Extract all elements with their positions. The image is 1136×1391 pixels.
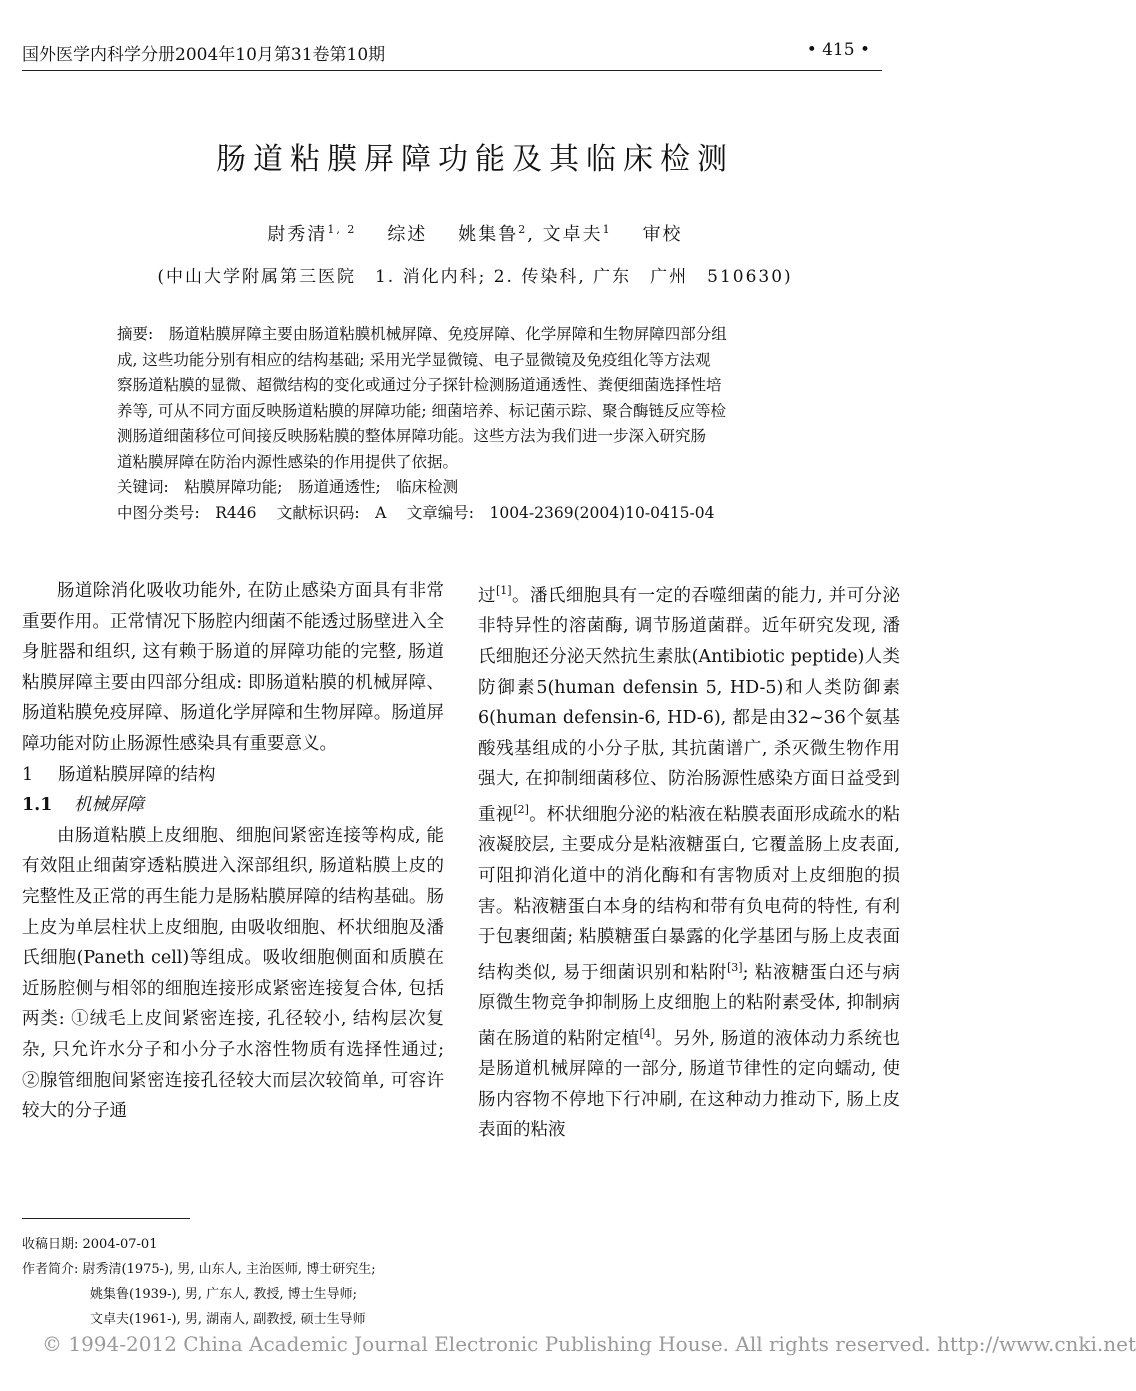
section-number: 1 (22, 764, 34, 785)
right-column (478, 576, 900, 1146)
author-role: 审校 (642, 224, 683, 245)
citation-ref: [3] (727, 960, 743, 974)
citation-ref: [2] (513, 802, 529, 816)
received-date: 收稿日期: 2004-07-01 (22, 1237, 158, 1252)
author-name: 姚集鲁 (458, 224, 519, 245)
classification-numbers: 中图分类号: R446 文献标识码: A 文章编号: 1004-2369(2004)10-0415-04 (117, 503, 715, 522)
text-run: 过 (478, 585, 496, 606)
header-rule (22, 70, 882, 71)
footnotes (22, 1232, 462, 1332)
left-column (22, 576, 444, 1127)
text-run: 。另外, 肠道的液体动力系统也是肠道机械屏障的一部分, 肠道节律性的定向蠕动, 使肠内容物不停地下行冲刷, 在这种动力推动下, 肠上皮表面的粘液 (478, 1028, 901, 1141)
author-affil-sup: 1, 2 (327, 223, 357, 236)
abstract-block (117, 322, 807, 526)
abstract-line: 道粘膜屏障在防治内源性感染的作用提供了依据。 (117, 452, 459, 471)
abstract-line: 成, 这些功能分别有相应的结构基础; 采用光学显微镜、电子显微镜及免疫组化等方法观 (117, 350, 711, 369)
author-affil-sup: 2 (518, 223, 528, 236)
abstract-line: 养等, 可从不同方面反映肠道粘膜的屏障功能; 细菌培养、标记菌示踪、聚合酶链反应等检 (117, 401, 727, 420)
text-run: 。杯状细胞分泌的粘液在粘膜表面形成疏水的粘液凝胶层, 主要成分是粘液糖蛋白, 它覆盖肠上皮表面, 可阻抑消化道中的消化酶和有害物质对上皮细胞的损害。粘液糖蛋白本身的结构和带有负电荷的特性, 有利于包裹细菌; 粘膜糖蛋白暴露的化学基团与肠上皮表面结构类似, 易于细菌识别和粘附 (478, 804, 901, 983)
affiliation: (中山大学附属第三医院 1. 消化内科; 2. 传染科, 广东 广州 510630) (157, 267, 793, 287)
abstract-line: 测肠道细菌移位可间接反映肠粘膜的整体屏障功能。这些方法为我们进一步深入研究肠 (117, 427, 707, 445)
article-title: 肠道粘膜屏障功能及其临床检测 (216, 142, 734, 177)
author-line (0, 220, 950, 246)
abstract-line: 察肠道粘膜的显微、超微结构的变化或通过分子探针检测肠道通透性、粪便细菌选择性培 (117, 376, 722, 394)
author-bio: 姚集鲁(1939-), 男, 广东人, 教授, 博士生导师; (90, 1287, 358, 1302)
author-bio: 作者简介: 尉秀清(1975-), 男, 山东人, 主治医师, 博士研究生; (22, 1262, 376, 1277)
author-affil-sup: 1 (602, 223, 612, 236)
section-title: 肠道粘膜屏障的结构 (58, 764, 216, 785)
subsection-heading (22, 790, 444, 821)
page-number: • 415 • (806, 40, 870, 60)
body-paragraph (478, 576, 900, 1146)
section-heading (22, 760, 444, 791)
journal-header: 国外医学内科学分册2004年10月第31卷第10期 (22, 45, 386, 65)
author-separator: , (527, 224, 535, 245)
copyright-watermark: © 1994-2012 China Academic Journal Electronic Publishing House. All rights reserved. http://www.cnki.net (42, 1332, 1136, 1356)
footnote-rule (22, 1218, 190, 1219)
citation-ref: [4] (639, 1026, 656, 1040)
body-paragraph: 由肠道粘膜上皮细胞、细胞间紧密连接等构成, 能有效阻止细菌穿透粘膜进入深部组织, 肠道粘膜上皮的完整性及正常的再生能力是肠粘膜屏障的结构基础。肠上皮为单层柱状上皮细胞, 由吸收细胞、杯状细胞及潘氏细胞(Paneth cell)等组成。吸收细胞侧面和质膜在近肠腔侧与相邻的细胞连接形成紧密连接复合体, 包括两类: ①绒毛上皮间紧密连接, 孔径较小, 结构层次复杂, 只允许水分子和小分子水溶性物质有选择性通过; ②腺管细胞间紧密连接孔径较大而层次较简单, 可容许较大的分子通 (22, 825, 444, 1122)
subsection-number: 1.1 (22, 795, 53, 816)
citation-ref: [1] (495, 584, 512, 597)
intro-paragraph: 肠道除消化吸收功能外, 在防止感染方面具有非常重要作用。正常情况下肠腔内细菌不能透过肠壁进入全身脏器和组织, 这有赖于肠道的屏障功能的完整, 肠道粘膜屏障主要由四部分组成: 即肠道粘膜的机械屏障、肠道粘膜免疫屏障、肠道化学屏障和生物屏障。肠道屏障功能对防止肠源性感染具有重要意义。 (22, 581, 444, 754)
abstract-line: 摘要: 肠道粘膜屏障主要由肠道粘膜机械屏障、免疫屏障、化学屏障和生物屏障四部分组 (117, 325, 727, 343)
author-name: 尉秀清 (267, 224, 328, 245)
subsection-title: 机械屏障 (74, 795, 144, 816)
author-bio: 文卓夫(1961-), 男, 湖南人, 副教授, 硕士生导师 (90, 1312, 366, 1327)
text-run: ; 粘液糖蛋白还与病原微生物竞争抑制肠上皮细胞上的粘附素受体, 抑制病菌在肠道的粘附定植 (478, 962, 900, 1049)
text-run: 。潘氏细胞具有一定的吞噬细菌的能力, 并可分泌非特异性的溶菌酶, 调节肠道菌群。近年研究发现, 潘氏细胞还分泌天然抗生素肽(Antibiotic peptide)人类防御素5(human defensin 5, HD-5)和人类防御素6(human defensin-6, HD-6), 都是由32~36个氨基酸残基组成的小分子肽, 其抗菌谱广, 杀灭微生物作用强大, 在抑制细菌移位、防治肠源性感染方面日益受到重视 (478, 585, 901, 825)
keywords: 关键词: 粘膜屏障功能; 肠道通透性; 临床检测 (117, 478, 459, 496)
author-role: 综述 (387, 224, 428, 245)
author-name: 文卓夫 (542, 224, 603, 245)
